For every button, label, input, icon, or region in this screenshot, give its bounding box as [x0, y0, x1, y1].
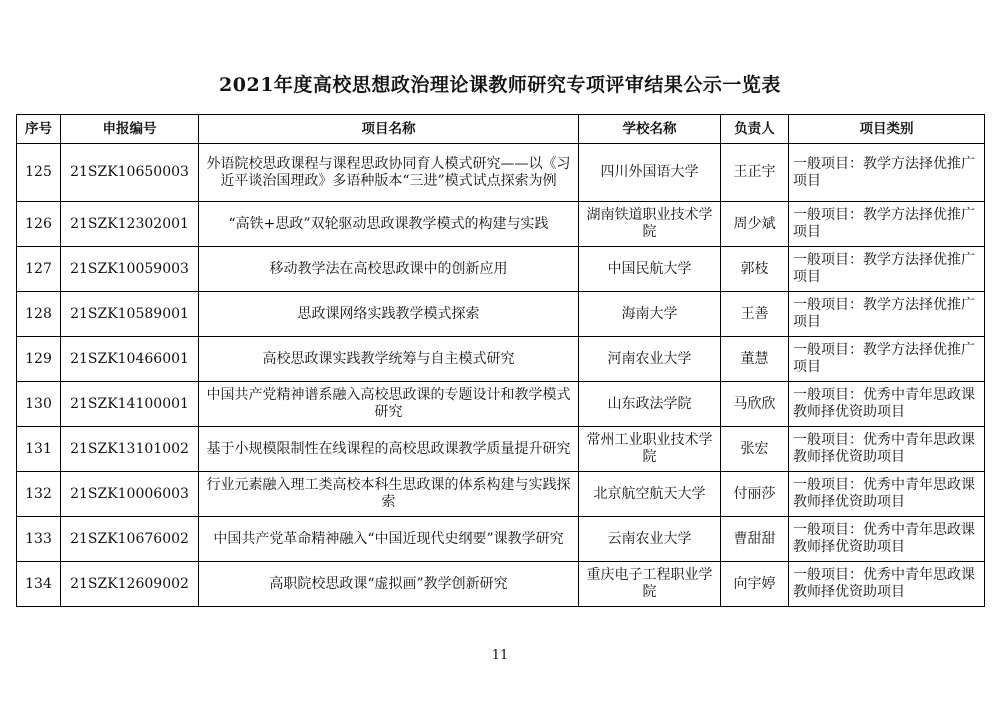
cell-school: 云南农业大学 — [579, 517, 721, 562]
cell-code: 21SZK13101002 — [61, 427, 199, 472]
cell-category: 一般项目：优秀中青年思政课教师择优资助项目 — [789, 427, 985, 472]
cell-category: 一般项目：优秀中青年思政课教师择优资助项目 — [789, 472, 985, 517]
cell-leader: 董慧 — [721, 337, 789, 382]
header-no: 序号 — [17, 115, 61, 144]
cell-code: 21SZK10466001 — [61, 337, 199, 382]
cell-no: 125 — [17, 144, 61, 202]
cell-code: 21SZK14100001 — [61, 382, 199, 427]
table-row — [17, 202, 985, 247]
cell-no: 126 — [17, 202, 61, 247]
cell-no: 129 — [17, 337, 61, 382]
cell-no: 131 — [17, 427, 61, 472]
cell-category: 一般项目：教学方法择优推广项目 — [789, 337, 985, 382]
cell-leader: 向宇婷 — [721, 562, 789, 607]
table-row — [17, 517, 985, 562]
cell-school: 山东政法学院 — [579, 382, 721, 427]
table-row — [17, 382, 985, 427]
cell-project: 高职院校思政课“虚拟画”教学创新研究 — [199, 562, 579, 607]
cell-project: 中国共产党精神谱系融入高校思政课的专题设计和教学模式研究 — [199, 382, 579, 427]
cell-project: “高铁+思政”双轮驱动思政课教学模式的构建与实践 — [199, 202, 579, 247]
cell-leader: 付丽莎 — [721, 472, 789, 517]
cell-leader: 王正宇 — [721, 144, 789, 202]
header-code: 申报编号 — [61, 115, 199, 144]
cell-category: 一般项目：优秀中青年思政课教师择优资助项目 — [789, 517, 985, 562]
cell-leader: 张宏 — [721, 427, 789, 472]
cell-category: 一般项目：教学方法择优推广项目 — [789, 247, 985, 292]
table-header-row — [17, 115, 985, 144]
cell-category: 一般项目：优秀中青年思政课教师择优资助项目 — [789, 562, 985, 607]
cell-project: 中国共产党革命精神融入“中国近现代史纲要”课教学研究 — [199, 517, 579, 562]
table-row — [17, 337, 985, 382]
cell-code: 21SZK10006003 — [61, 472, 199, 517]
cell-school: 常州工业职业技术学院 — [579, 427, 721, 472]
cell-no: 128 — [17, 292, 61, 337]
cell-leader: 马欣欣 — [721, 382, 789, 427]
cell-school: 四川外国语大学 — [579, 144, 721, 202]
table-row — [17, 562, 985, 607]
table-row — [17, 144, 985, 202]
header-project: 项目名称 — [199, 115, 579, 144]
cell-school: 河南农业大学 — [579, 337, 721, 382]
cell-code: 21SZK10676002 — [61, 517, 199, 562]
cell-leader: 郭枝 — [721, 247, 789, 292]
cell-code: 21SZK10650003 — [61, 144, 199, 202]
cell-no: 127 — [17, 247, 61, 292]
cell-no: 132 — [17, 472, 61, 517]
table-row — [17, 247, 985, 292]
cell-no: 130 — [17, 382, 61, 427]
cell-project: 行业元素融入理工类高校本科生思政课的体系构建与实践探索 — [199, 472, 579, 517]
cell-school: 中国民航大学 — [579, 247, 721, 292]
cell-project: 思政课网络实践教学模式探索 — [199, 292, 579, 337]
cell-leader: 周少斌 — [721, 202, 789, 247]
cell-project: 移动教学法在高校思政课中的创新应用 — [199, 247, 579, 292]
header-leader: 负责人 — [721, 115, 789, 144]
table-row — [17, 427, 985, 472]
cell-no: 134 — [17, 562, 61, 607]
table-row — [17, 292, 985, 337]
cell-category: 一般项目：教学方法择优推广项目 — [789, 144, 985, 202]
cell-category: 一般项目：教学方法择优推广项目 — [789, 292, 985, 337]
cell-code: 21SZK12302001 — [61, 202, 199, 247]
header-school: 学校名称 — [579, 115, 721, 144]
table-row — [17, 472, 985, 517]
cell-school: 北京航空航天大学 — [579, 472, 721, 517]
cell-leader: 王善 — [721, 292, 789, 337]
cell-code: 21SZK10589001 — [61, 292, 199, 337]
cell-school: 重庆电子工程职业学院 — [579, 562, 721, 607]
cell-project: 基于小规模限制性在线课程的高校思政课教学质量提升研究 — [199, 427, 579, 472]
cell-school: 湖南铁道职业技术学院 — [579, 202, 721, 247]
cell-no: 133 — [17, 517, 61, 562]
cell-category: 一般项目：教学方法择优推广项目 — [789, 202, 985, 247]
cell-leader: 曹甜甜 — [721, 517, 789, 562]
cell-project: 外语院校思政课程与课程思政协同育人模式研究——以《习近平谈治国理政》多语种版本“三进”模式试点探索为例 — [199, 144, 579, 202]
cell-category: 一般项目：优秀中青年思政课教师择优资助项目 — [789, 382, 985, 427]
page-number: 11 — [491, 648, 509, 663]
document-title: 2021年度高校思想政治理论课教师研究专项评审结果公示一览表 — [219, 74, 781, 96]
results-table — [16, 114, 985, 607]
cell-code: 21SZK10059003 — [61, 247, 199, 292]
cell-school: 海南大学 — [579, 292, 721, 337]
cell-project: 高校思政课实践教学统筹与自主模式研究 — [199, 337, 579, 382]
cell-code: 21SZK12609002 — [61, 562, 199, 607]
header-category: 项目类别 — [789, 115, 985, 144]
